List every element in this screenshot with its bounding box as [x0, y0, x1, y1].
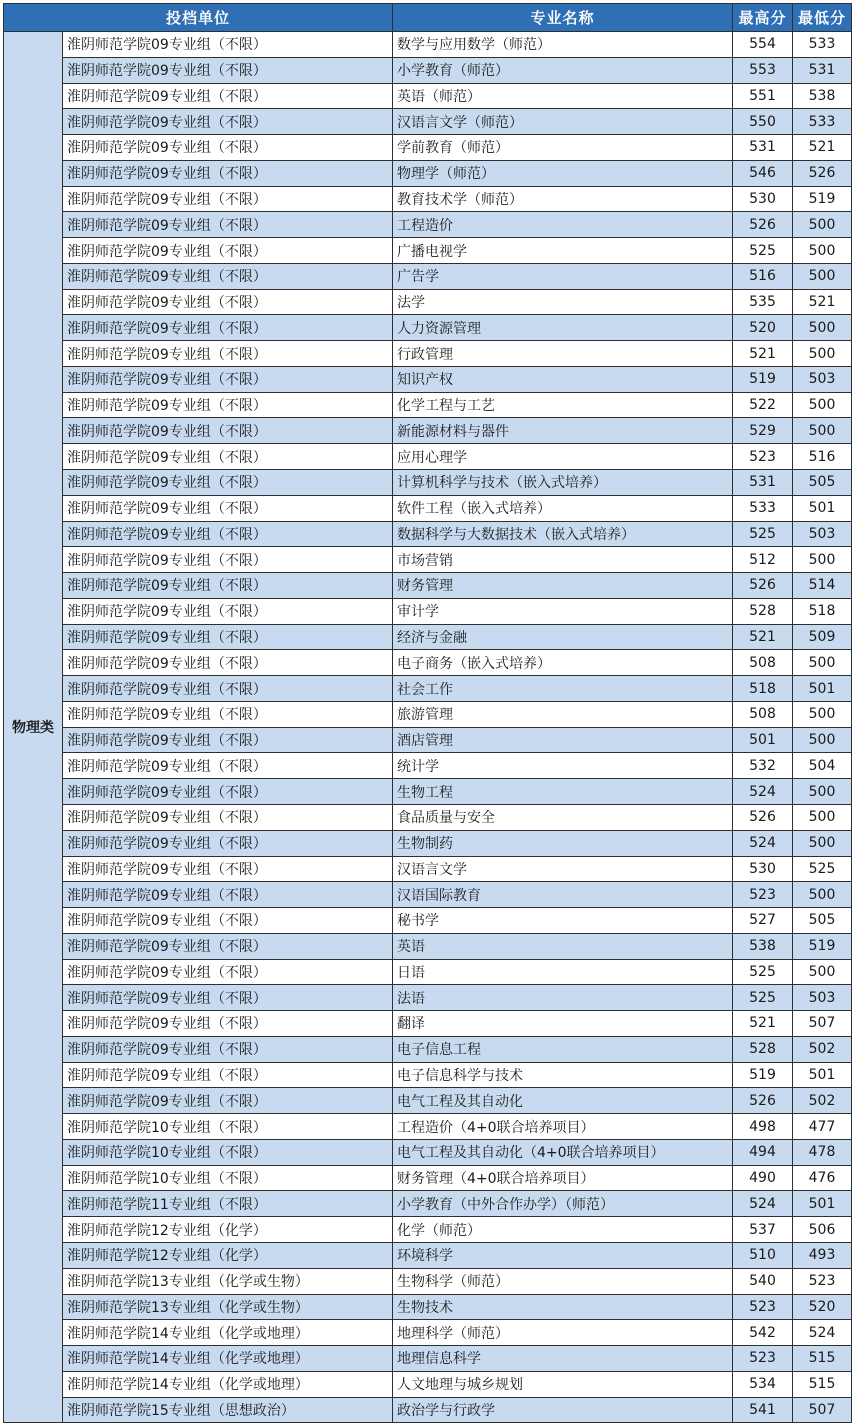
major-cell: 英语（师范）: [393, 83, 733, 109]
unit-cell: 淮阴师范学院09专业组（不限）: [63, 985, 393, 1011]
major-cell: 生物制药: [393, 830, 733, 856]
major-cell: 工程造价: [393, 212, 733, 238]
table-header-row: [4, 4, 852, 32]
unit-cell: 淮阴师范学院09专业组（不限）: [63, 779, 393, 805]
max-score-cell: 541: [733, 1397, 793, 1423]
min-score-cell: 500: [793, 804, 852, 830]
table-row: [4, 1242, 852, 1268]
min-score-cell: 500: [793, 392, 852, 418]
table-row: [4, 856, 852, 882]
max-score-cell: 512: [733, 547, 793, 573]
max-score-cell: 525: [733, 521, 793, 547]
table-row: [4, 289, 852, 315]
major-cell: 电子信息工程: [393, 1036, 733, 1062]
max-score-cell: 527: [733, 908, 793, 934]
major-cell: 电子信息科学与技术: [393, 1062, 733, 1088]
min-score-cell: 504: [793, 753, 852, 779]
table-row: [4, 263, 852, 289]
max-score-cell: 510: [733, 1242, 793, 1268]
min-score-cell: 476: [793, 1165, 852, 1191]
min-score-cell: 505: [793, 470, 852, 496]
major-cell: 行政管理: [393, 341, 733, 367]
table-row: [4, 830, 852, 856]
max-score-cell: 542: [733, 1320, 793, 1346]
table-row: [4, 135, 852, 161]
min-score-cell: 503: [793, 366, 852, 392]
max-score-cell: 523: [733, 882, 793, 908]
major-cell: 软件工程（嵌入式培养）: [393, 495, 733, 521]
table-row: [4, 470, 852, 496]
major-cell: 汉语言文学（师范）: [393, 109, 733, 135]
table-row: [4, 392, 852, 418]
max-score-cell: 535: [733, 289, 793, 315]
min-score-cell: 519: [793, 933, 852, 959]
table-body: [4, 32, 852, 1423]
unit-cell: 淮阴师范学院12专业组（化学）: [63, 1217, 393, 1243]
table-row: [4, 573, 852, 599]
max-score-cell: 524: [733, 1191, 793, 1217]
major-cell: 翻译: [393, 1011, 733, 1037]
table-row: [4, 676, 852, 702]
table-row: [4, 624, 852, 650]
table-row: [4, 32, 852, 58]
table-row: [4, 212, 852, 238]
max-score-cell: 540: [733, 1268, 793, 1294]
table-row: [4, 959, 852, 985]
min-score-cell: 525: [793, 856, 852, 882]
min-score-cell: 518: [793, 598, 852, 624]
table-row: [4, 650, 852, 676]
min-score-cell: 500: [793, 701, 852, 727]
unit-cell: 淮阴师范学院09专业组（不限）: [63, 650, 393, 676]
unit-cell: 淮阴师范学院09专业组（不限）: [63, 392, 393, 418]
unit-cell: 淮阴师范学院09专业组（不限）: [63, 1088, 393, 1114]
unit-cell: 淮阴师范学院09专业组（不限）: [63, 212, 393, 238]
unit-cell: 淮阴师范学院10专业组（不限）: [63, 1139, 393, 1165]
major-cell: 环境科学: [393, 1242, 733, 1268]
table-row: [4, 186, 852, 212]
major-cell: 人力资源管理: [393, 315, 733, 341]
table-row: [4, 1371, 852, 1397]
unit-cell: 淮阴师范学院09专业组（不限）: [63, 57, 393, 83]
table-row: [4, 701, 852, 727]
max-score-cell: 531: [733, 135, 793, 161]
min-score-cell: 501: [793, 676, 852, 702]
min-score-cell: 533: [793, 109, 852, 135]
major-cell: 汉语言文学: [393, 856, 733, 882]
unit-cell: 淮阴师范学院09专业组（不限）: [63, 366, 393, 392]
max-score-cell: 526: [733, 804, 793, 830]
max-score-cell: 537: [733, 1217, 793, 1243]
major-cell: 地理科学（师范）: [393, 1320, 733, 1346]
max-score-cell: 532: [733, 753, 793, 779]
table-row: [4, 779, 852, 805]
max-score-cell: 526: [733, 212, 793, 238]
max-score-cell: 519: [733, 366, 793, 392]
major-cell: 数学与应用数学（师范）: [393, 32, 733, 58]
max-score-cell: 546: [733, 160, 793, 186]
max-score-cell: 524: [733, 779, 793, 805]
table-row: [4, 444, 852, 470]
table-row: [4, 366, 852, 392]
unit-cell: 淮阴师范学院09专业组（不限）: [63, 804, 393, 830]
major-cell: 学前教育（师范）: [393, 135, 733, 161]
unit-cell: 淮阴师范学院09专业组（不限）: [63, 521, 393, 547]
min-score-cell: 500: [793, 882, 852, 908]
max-score-cell: 523: [733, 1346, 793, 1372]
max-score-cell: 529: [733, 418, 793, 444]
unit-cell: 淮阴师范学院09专业组（不限）: [63, 418, 393, 444]
min-score-cell: 478: [793, 1139, 852, 1165]
max-score-cell: 490: [733, 1165, 793, 1191]
table-row: [4, 1114, 852, 1140]
table-row: [4, 1139, 852, 1165]
max-score-cell: 525: [733, 959, 793, 985]
min-score-cell: 501: [793, 495, 852, 521]
unit-cell: 淮阴师范学院10专业组（不限）: [63, 1114, 393, 1140]
table-row: [4, 1062, 852, 1088]
major-cell: 人文地理与城乡规划: [393, 1371, 733, 1397]
major-cell: 旅游管理: [393, 701, 733, 727]
unit-cell: 淮阴师范学院14专业组（化学或地理）: [63, 1346, 393, 1372]
major-cell: 电子商务（嵌入式培养）: [393, 650, 733, 676]
max-score-cell: 523: [733, 444, 793, 470]
unit-cell: 淮阴师范学院09专业组（不限）: [63, 263, 393, 289]
major-cell: 英语: [393, 933, 733, 959]
major-cell: 秘书学: [393, 908, 733, 934]
min-score-cell: 493: [793, 1242, 852, 1268]
major-cell: 政治学与行政学: [393, 1397, 733, 1423]
min-score-cell: 521: [793, 135, 852, 161]
major-cell: 小学教育（师范）: [393, 57, 733, 83]
max-score-cell: 522: [733, 392, 793, 418]
major-cell: 酒店管理: [393, 727, 733, 753]
table-row: [4, 1346, 852, 1372]
major-cell: 数据科学与大数据技术（嵌入式培养）: [393, 521, 733, 547]
table-row: [4, 985, 852, 1011]
min-score-cell: 503: [793, 521, 852, 547]
unit-cell: 淮阴师范学院09专业组（不限）: [63, 624, 393, 650]
major-cell: 化学工程与工艺: [393, 392, 733, 418]
unit-cell: 淮阴师范学院09专业组（不限）: [63, 1062, 393, 1088]
unit-cell: 淮阴师范学院09专业组（不限）: [63, 908, 393, 934]
min-score-cell: 500: [793, 315, 852, 341]
unit-cell: 淮阴师范学院09专业组（不限）: [63, 933, 393, 959]
min-score-cell: 500: [793, 238, 852, 264]
max-score-cell: 516: [733, 263, 793, 289]
unit-cell: 淮阴师范学院11专业组（不限）: [63, 1191, 393, 1217]
table-row: [4, 1165, 852, 1191]
min-score-cell: 500: [793, 727, 852, 753]
min-score-cell: 500: [793, 212, 852, 238]
unit-cell: 淮阴师范学院09专业组（不限）: [63, 882, 393, 908]
unit-cell: 淮阴师范学院14专业组（化学或地理）: [63, 1371, 393, 1397]
min-score-cell: 531: [793, 57, 852, 83]
unit-cell: 淮阴师范学院09专业组（不限）: [63, 32, 393, 58]
major-cell: 经济与金融: [393, 624, 733, 650]
unit-cell: 淮阴师范学院09专业组（不限）: [63, 830, 393, 856]
table-row: [4, 933, 852, 959]
admission-score-table: [3, 3, 852, 1423]
table-row: [4, 908, 852, 934]
unit-cell: 淮阴师范学院14专业组（化学或地理）: [63, 1320, 393, 1346]
min-score-cell: 500: [793, 779, 852, 805]
max-score-cell: 538: [733, 933, 793, 959]
max-score-cell: 534: [733, 1371, 793, 1397]
max-score-cell: 530: [733, 856, 793, 882]
major-cell: 知识产权: [393, 366, 733, 392]
unit-cell: 淮阴师范学院10专业组（不限）: [63, 1165, 393, 1191]
header-max-score: 最高分: [733, 4, 793, 32]
major-cell: 财务管理: [393, 573, 733, 599]
table-row: [4, 1011, 852, 1037]
max-score-cell: 521: [733, 341, 793, 367]
table-row: [4, 495, 852, 521]
table-row: [4, 57, 852, 83]
unit-cell: 淮阴师范学院09专业组（不限）: [63, 470, 393, 496]
max-score-cell: 528: [733, 598, 793, 624]
unit-cell: 淮阴师范学院09专业组（不限）: [63, 289, 393, 315]
unit-cell: 淮阴师范学院09专业组（不限）: [63, 135, 393, 161]
min-score-cell: 505: [793, 908, 852, 934]
major-cell: 日语: [393, 959, 733, 985]
major-cell: 广播电视学: [393, 238, 733, 264]
max-score-cell: 520: [733, 315, 793, 341]
major-cell: 地理信息科学: [393, 1346, 733, 1372]
table-row: [4, 598, 852, 624]
unit-cell: 淮阴师范学院09专业组（不限）: [63, 1036, 393, 1062]
major-cell: 审计学: [393, 598, 733, 624]
table-row: [4, 109, 852, 135]
max-score-cell: 508: [733, 701, 793, 727]
table-row: [4, 804, 852, 830]
max-score-cell: 524: [733, 830, 793, 856]
min-score-cell: 500: [793, 650, 852, 676]
major-cell: 教育技术学（师范）: [393, 186, 733, 212]
table-row: [4, 418, 852, 444]
min-score-cell: 515: [793, 1371, 852, 1397]
max-score-cell: 521: [733, 624, 793, 650]
major-cell: 应用心理学: [393, 444, 733, 470]
unit-cell: 淮阴师范学院09专业组（不限）: [63, 701, 393, 727]
min-score-cell: 506: [793, 1217, 852, 1243]
table-row: [4, 1217, 852, 1243]
unit-cell: 淮阴师范学院09专业组（不限）: [63, 753, 393, 779]
unit-cell: 淮阴师范学院15专业组（思想政治）: [63, 1397, 393, 1423]
major-cell: 计算机科学与技术（嵌入式培养）: [393, 470, 733, 496]
min-score-cell: 502: [793, 1088, 852, 1114]
unit-cell: 淮阴师范学院09专业组（不限）: [63, 547, 393, 573]
major-cell: 法语: [393, 985, 733, 1011]
table-row: [4, 1191, 852, 1217]
major-cell: 法学: [393, 289, 733, 315]
unit-cell: 淮阴师范学院09专业组（不限）: [63, 1011, 393, 1037]
table-row: [4, 521, 852, 547]
table-row: [4, 315, 852, 341]
header-unit: 投档单位: [4, 4, 393, 32]
min-score-cell: 500: [793, 418, 852, 444]
min-score-cell: 523: [793, 1268, 852, 1294]
max-score-cell: 528: [733, 1036, 793, 1062]
min-score-cell: 501: [793, 1191, 852, 1217]
unit-cell: 淮阴师范学院09专业组（不限）: [63, 676, 393, 702]
major-cell: 汉语国际教育: [393, 882, 733, 908]
unit-cell: 淮阴师范学院09专业组（不限）: [63, 109, 393, 135]
table-row: [4, 1320, 852, 1346]
header-min-score: 最低分: [793, 4, 852, 32]
unit-cell: 淮阴师范学院09专业组（不限）: [63, 315, 393, 341]
max-score-cell: 521: [733, 1011, 793, 1037]
unit-cell: 淮阴师范学院09专业组（不限）: [63, 238, 393, 264]
min-score-cell: 500: [793, 547, 852, 573]
min-score-cell: 514: [793, 573, 852, 599]
min-score-cell: 507: [793, 1397, 852, 1423]
unit-cell: 淮阴师范学院13专业组（化学或生物）: [63, 1268, 393, 1294]
max-score-cell: 518: [733, 676, 793, 702]
unit-cell: 淮阴师范学院09专业组（不限）: [63, 727, 393, 753]
min-score-cell: 500: [793, 830, 852, 856]
min-score-cell: 520: [793, 1294, 852, 1320]
min-score-cell: 502: [793, 1036, 852, 1062]
header-major: 专业名称: [393, 4, 733, 32]
min-score-cell: 501: [793, 1062, 852, 1088]
min-score-cell: 516: [793, 444, 852, 470]
category-cell: 物理类: [4, 32, 63, 1423]
unit-cell: 淮阴师范学院09专业组（不限）: [63, 160, 393, 186]
table-row: [4, 547, 852, 573]
table-row: [4, 1294, 852, 1320]
table-row: [4, 160, 852, 186]
unit-cell: 淮阴师范学院09专业组（不限）: [63, 495, 393, 521]
max-score-cell: 531: [733, 470, 793, 496]
unit-cell: 淮阴师范学院13专业组（化学或生物）: [63, 1294, 393, 1320]
max-score-cell: 523: [733, 1294, 793, 1320]
max-score-cell: 519: [733, 1062, 793, 1088]
max-score-cell: 498: [733, 1114, 793, 1140]
max-score-cell: 494: [733, 1139, 793, 1165]
unit-cell: 淮阴师范学院09专业组（不限）: [63, 186, 393, 212]
min-score-cell: 533: [793, 32, 852, 58]
min-score-cell: 500: [793, 341, 852, 367]
major-cell: 社会工作: [393, 676, 733, 702]
table-row: [4, 341, 852, 367]
table-row: [4, 83, 852, 109]
major-cell: 电气工程及其自动化: [393, 1088, 733, 1114]
min-score-cell: 477: [793, 1114, 852, 1140]
unit-cell: 淮阴师范学院09专业组（不限）: [63, 959, 393, 985]
min-score-cell: 524: [793, 1320, 852, 1346]
major-cell: 市场营销: [393, 547, 733, 573]
unit-cell: 淮阴师范学院09专业组（不限）: [63, 444, 393, 470]
table-row: [4, 753, 852, 779]
table-row: [4, 238, 852, 264]
max-score-cell: 530: [733, 186, 793, 212]
table-row: [4, 882, 852, 908]
unit-cell: 淮阴师范学院09专业组（不限）: [63, 83, 393, 109]
unit-cell: 淮阴师范学院09专业组（不限）: [63, 598, 393, 624]
unit-cell: 淮阴师范学院09专业组（不限）: [63, 856, 393, 882]
max-score-cell: 525: [733, 985, 793, 1011]
table-row: [4, 1397, 852, 1423]
table-row: [4, 727, 852, 753]
min-score-cell: 515: [793, 1346, 852, 1372]
max-score-cell: 525: [733, 238, 793, 264]
max-score-cell: 526: [733, 1088, 793, 1114]
max-score-cell: 526: [733, 573, 793, 599]
min-score-cell: 538: [793, 83, 852, 109]
unit-cell: 淮阴师范学院09专业组（不限）: [63, 341, 393, 367]
max-score-cell: 501: [733, 727, 793, 753]
unit-cell: 淮阴师范学院12专业组（化学）: [63, 1242, 393, 1268]
max-score-cell: 554: [733, 32, 793, 58]
major-cell: 食品质量与安全: [393, 804, 733, 830]
major-cell: 新能源材料与器件: [393, 418, 733, 444]
unit-cell: 淮阴师范学院09专业组（不限）: [63, 573, 393, 599]
major-cell: 财务管理（4+0联合培养项目）: [393, 1165, 733, 1191]
max-score-cell: 508: [733, 650, 793, 676]
major-cell: 物理学（师范）: [393, 160, 733, 186]
max-score-cell: 550: [733, 109, 793, 135]
major-cell: 生物科学（师范）: [393, 1268, 733, 1294]
min-score-cell: 519: [793, 186, 852, 212]
major-cell: 生物工程: [393, 779, 733, 805]
min-score-cell: 507: [793, 1011, 852, 1037]
max-score-cell: 551: [733, 83, 793, 109]
table-row: [4, 1036, 852, 1062]
min-score-cell: 521: [793, 289, 852, 315]
min-score-cell: 509: [793, 624, 852, 650]
min-score-cell: 500: [793, 959, 852, 985]
min-score-cell: 526: [793, 160, 852, 186]
major-cell: 广告学: [393, 263, 733, 289]
major-cell: 电气工程及其自动化（4+0联合培养项目）: [393, 1139, 733, 1165]
major-cell: 统计学: [393, 753, 733, 779]
major-cell: 化学（师范）: [393, 1217, 733, 1243]
min-score-cell: 500: [793, 263, 852, 289]
table-row: [4, 1268, 852, 1294]
max-score-cell: 533: [733, 495, 793, 521]
max-score-cell: 553: [733, 57, 793, 83]
min-score-cell: 503: [793, 985, 852, 1011]
table-row: [4, 1088, 852, 1114]
major-cell: 工程造价（4+0联合培养项目）: [393, 1114, 733, 1140]
major-cell: 生物技术: [393, 1294, 733, 1320]
major-cell: 小学教育（中外合作办学）（师范）: [393, 1191, 733, 1217]
